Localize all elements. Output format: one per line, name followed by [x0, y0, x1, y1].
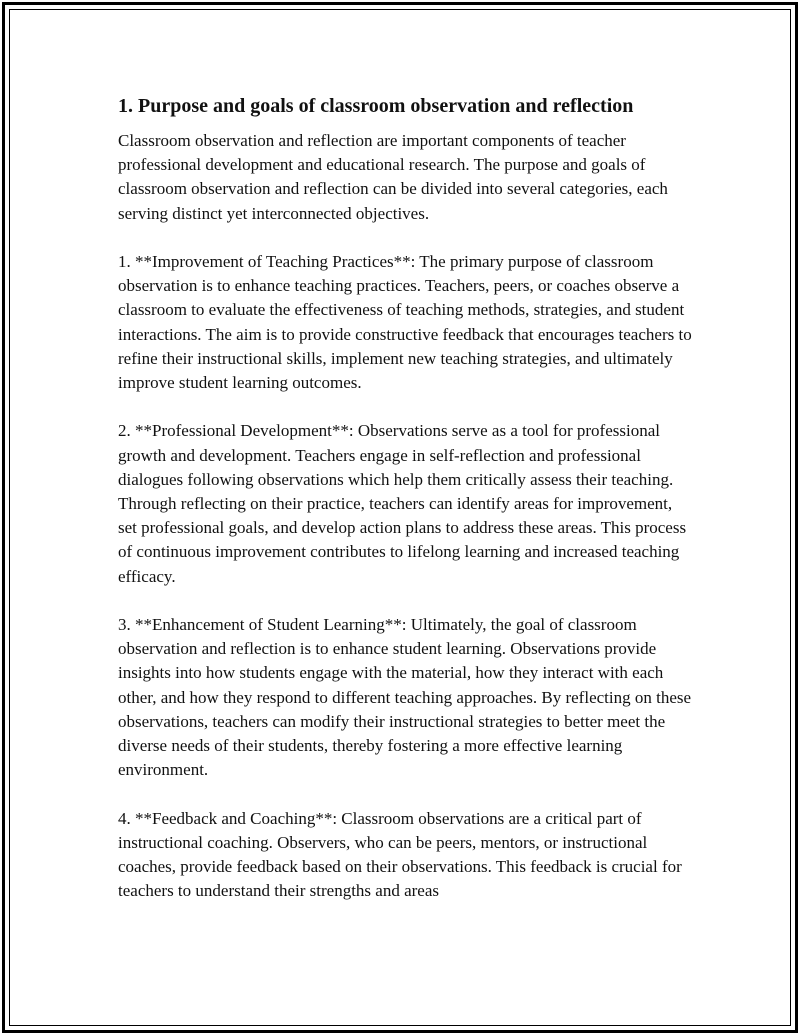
paragraph-student-learning: 3. **Enhancement of Student Learning**: Ultimately, the goal of classroom observation and reflection is to enhance student learning. Observations provide insights into how students engage with the material, how they interact with each other, and how they respond to different teaching approaches. By reflecting on these observations, teachers can modify their instructional strategies to better meet the diverse needs of their students, thereby fostering a more effective learning environment. — [118, 615, 692, 780]
paragraph-improvement-of-teaching: 1. **Improvement of Teaching Practices**: The primary purpose of classroom observation is to enhance teaching practices. Teachers, peers, or coaches observe a classroom to evaluate the effectiveness of teaching methods, strategies, and student interactions. The aim is to provide constructive feedback that encourages teachers to refine their instructional skills, implement new teaching strategies, and ultimately improve student learning outcomes. — [118, 252, 692, 393]
section-heading: 1. Purpose and goals of classroom observation and reflection — [118, 95, 634, 117]
paragraph-feedback-coaching: 4. **Feedback and Coaching**: Classroom observations are a critical part of instructional coaching. Observers, who can be peers, mentors, or instructional coaches, provide feedback based on their observations. This feedback is crucial for teachers to understand their strengths and areas — [118, 808, 682, 901]
intro-paragraph: Classroom observation and reflection are important components of teacher professional development and educational research. The purpose and goals of classroom observation and reflection can be divided into several categories, each serving distinct yet interconnected objectives. — [118, 131, 668, 223]
document-body — [118, 92, 693, 903]
paragraph-professional-development: 2. **Professional Development**: Observations serve as a tool for professional growth and development. Teachers engage in self-reflection and professional dialogues following observations which help them critically assess their teaching. Through reflecting on their practice, teachers can identify areas for improvement, set professional goals, and develop action plans to address these areas. This process of continuous improvement contributes to lifelong learning and increased teaching efficacy. — [118, 421, 687, 586]
